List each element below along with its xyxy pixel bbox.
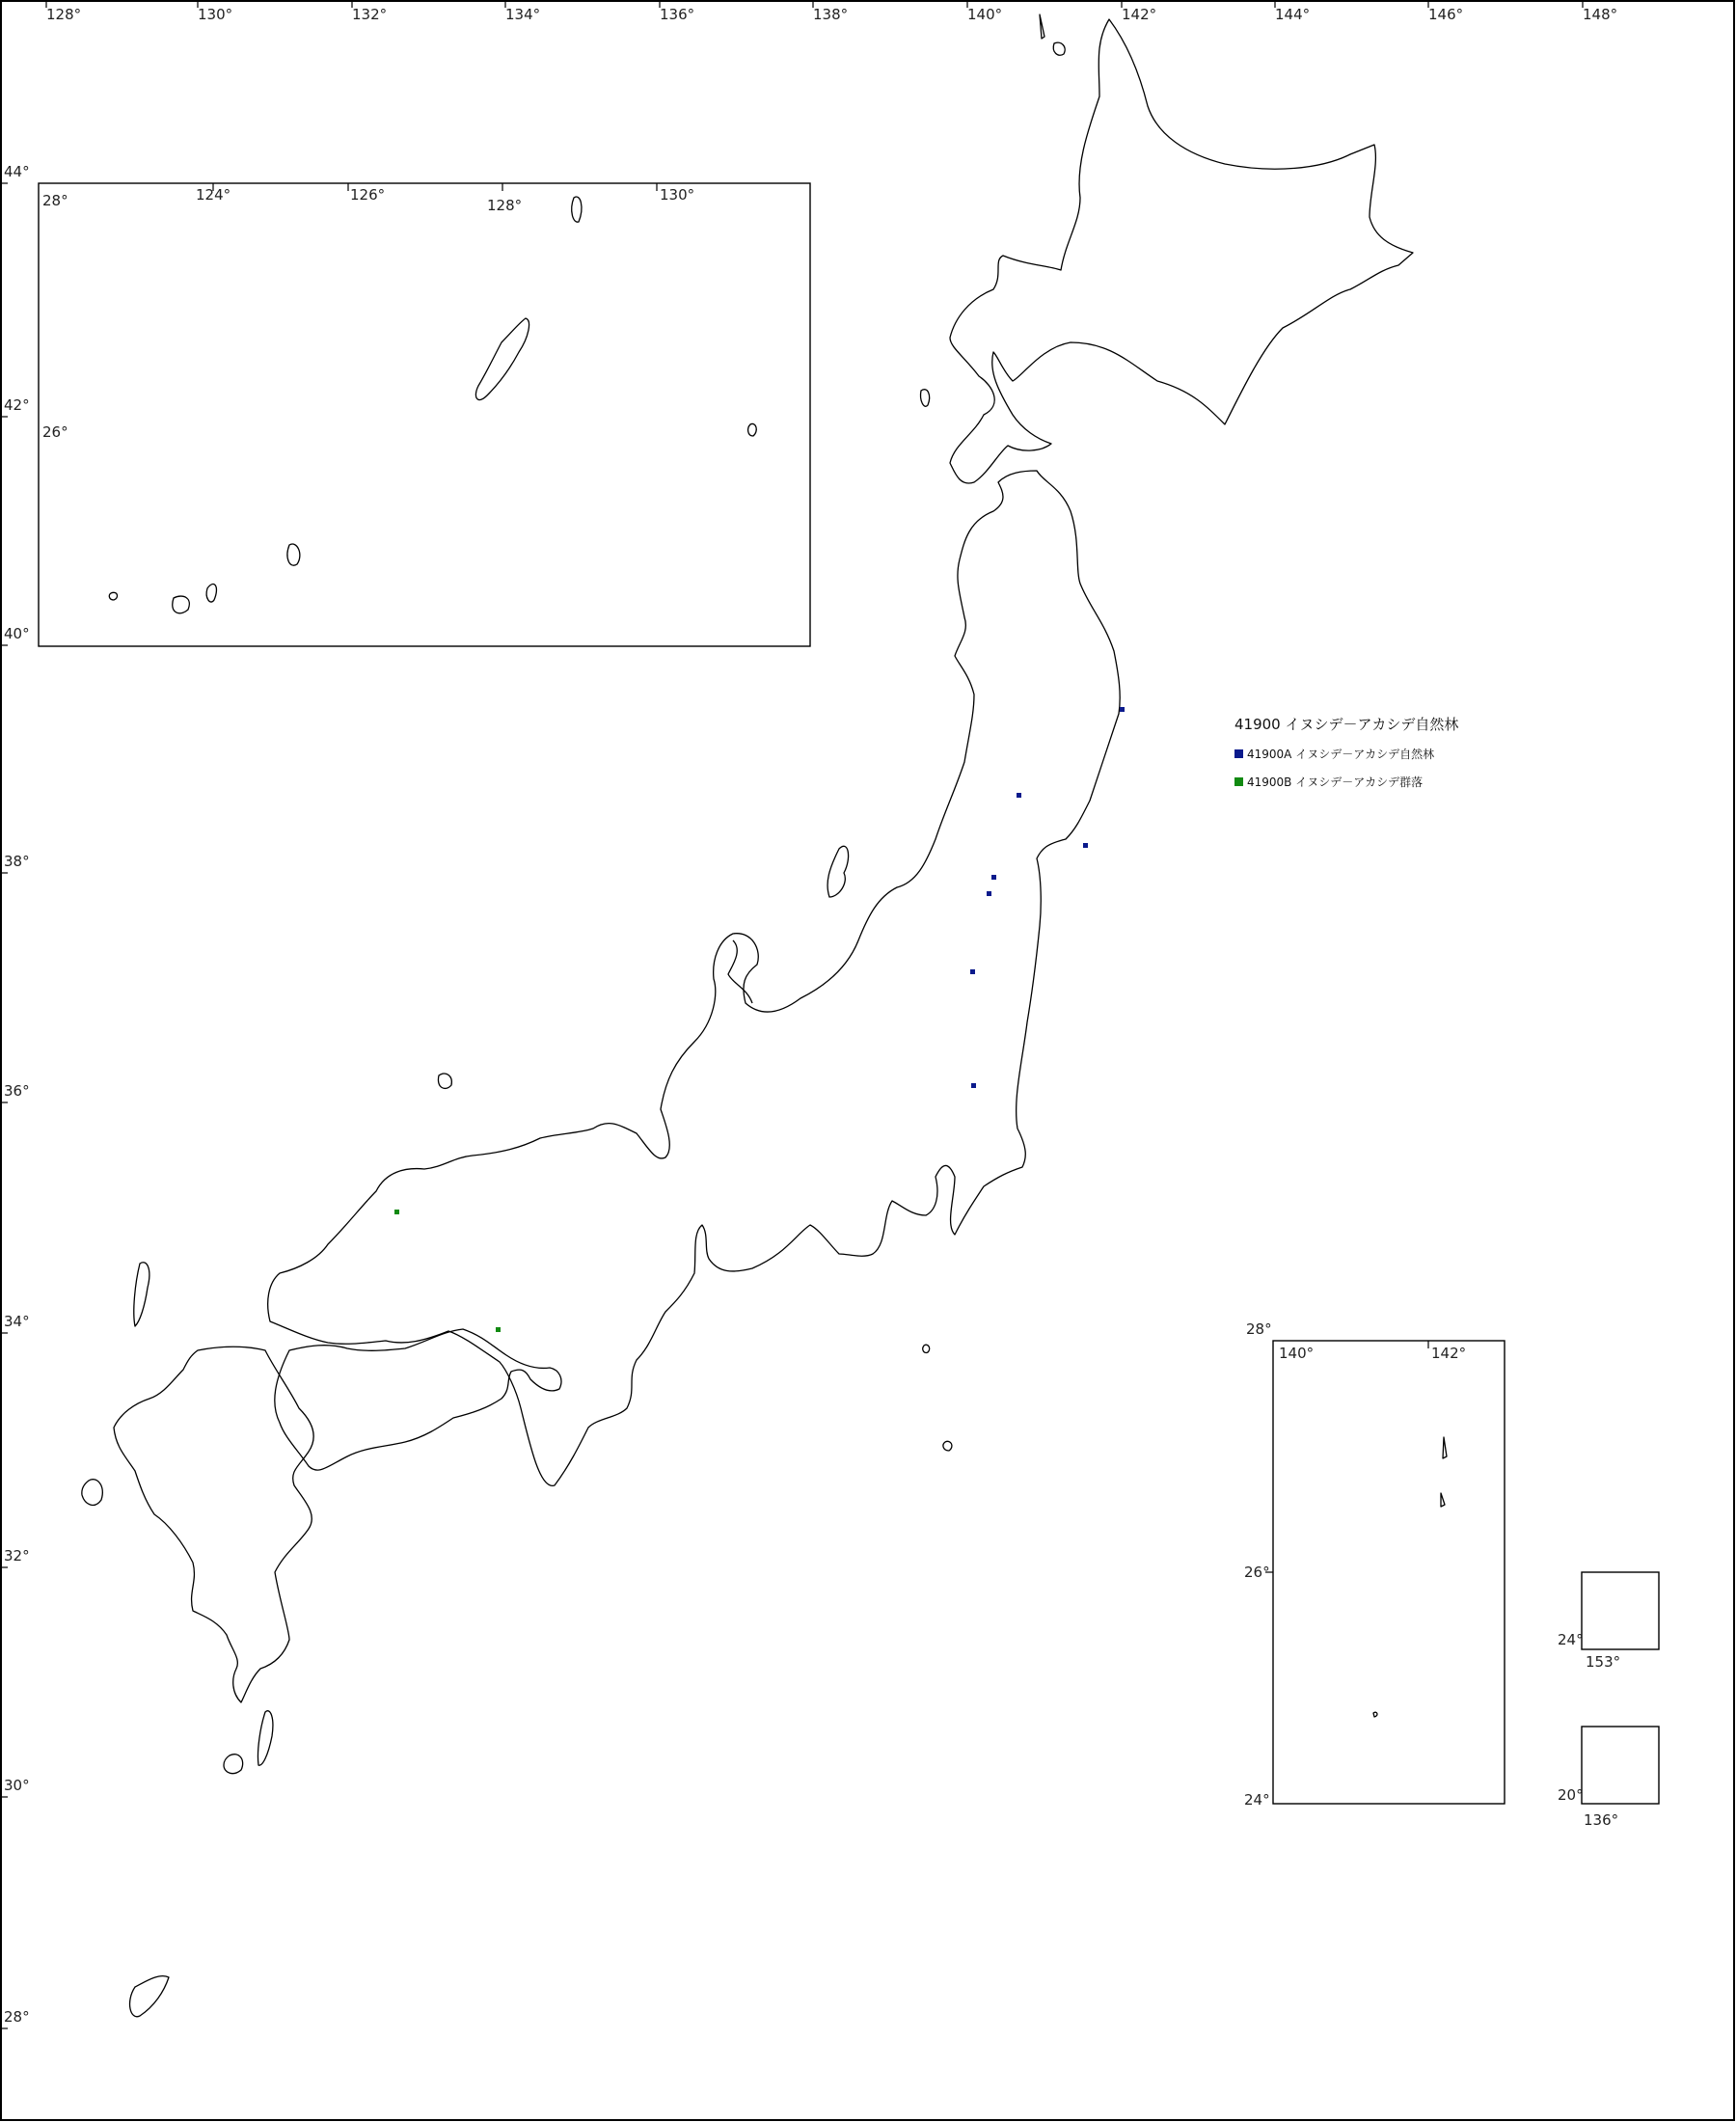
tsushima-island bbox=[134, 1263, 149, 1326]
lon-label: 132° bbox=[352, 6, 388, 23]
hokkaido-coastline bbox=[950, 19, 1413, 483]
lat-label: 40° bbox=[4, 625, 30, 642]
inset-okinawa bbox=[39, 183, 810, 646]
yakushima-island bbox=[224, 1755, 243, 1774]
rishiri-island bbox=[1053, 42, 1065, 55]
occurrence-41900a bbox=[1017, 793, 1021, 798]
ogasawara-lat-label: 24° bbox=[1244, 1791, 1270, 1809]
sado-island bbox=[827, 846, 849, 897]
okinawa-island bbox=[475, 318, 529, 400]
inset-lon-label: 126° bbox=[350, 186, 386, 204]
legend-label: 41900A イヌシデ－アカシデ自然林 bbox=[1247, 748, 1435, 761]
daito-island bbox=[748, 423, 757, 436]
occurrence-41900a bbox=[970, 969, 975, 974]
lat-label: 42° bbox=[4, 396, 30, 414]
inset-lon-label: 128° bbox=[487, 197, 523, 214]
ogasawara-lat-label: 26° bbox=[1244, 1564, 1270, 1581]
inset-ogasawara bbox=[1244, 1320, 1505, 1809]
occurrence-41900a bbox=[987, 891, 991, 896]
inset-lon-label: 130° bbox=[660, 186, 695, 204]
main-lat-ticks bbox=[0, 163, 30, 2028]
map-legend bbox=[1234, 714, 1458, 802]
lat-label: 36° bbox=[4, 1082, 30, 1100]
noto-peninsula bbox=[728, 940, 752, 1003]
miyako-island bbox=[287, 544, 300, 565]
occurrence-41900a bbox=[1083, 843, 1088, 848]
occurrence-41900b bbox=[496, 1327, 501, 1332]
lon-label: 136° bbox=[660, 6, 695, 23]
ishigaki-island bbox=[173, 596, 190, 613]
okushiri-island bbox=[921, 390, 930, 407]
lon-label: 134° bbox=[505, 6, 541, 23]
inset-okinotorishima bbox=[1558, 1727, 1659, 1829]
honshu-coastline bbox=[268, 471, 1121, 1485]
lon-label: 146° bbox=[1428, 6, 1464, 23]
occurrence-points bbox=[394, 707, 1125, 1332]
minamitorishima-lat-label: 24° bbox=[1558, 1631, 1584, 1648]
lon-label: 130° bbox=[198, 6, 233, 23]
lon-label: 140° bbox=[967, 6, 1003, 23]
lat-label: 38° bbox=[4, 853, 30, 870]
hachijojima bbox=[943, 1441, 952, 1451]
legend-swatch-blue bbox=[1234, 749, 1243, 758]
yonaguni-island bbox=[109, 592, 117, 600]
goto-islands bbox=[82, 1480, 102, 1506]
occurrence-41900a bbox=[991, 875, 996, 880]
occurrence-41900a bbox=[1120, 707, 1125, 712]
legend-item-41900a bbox=[1234, 746, 1458, 762]
amami-inset bbox=[572, 197, 582, 222]
lon-label: 144° bbox=[1275, 6, 1311, 23]
ogasawara-lat-label: 28° bbox=[1246, 1320, 1272, 1338]
lon-label: 138° bbox=[813, 6, 849, 23]
inset-lon-label: 28° bbox=[42, 192, 68, 209]
legend-title: 41900 イヌシデ－アカシデ自然林 bbox=[1234, 716, 1459, 733]
okinotorishima-lat-label: 20° bbox=[1558, 1786, 1584, 1804]
legend-swatch-green bbox=[1234, 777, 1243, 786]
lat-label: 28° bbox=[4, 2008, 30, 2026]
chichijima-island bbox=[1443, 1437, 1447, 1458]
kyushu-coastline bbox=[114, 1347, 313, 1702]
minamitorishima-lon-label: 153° bbox=[1586, 1653, 1621, 1671]
iriomote-island bbox=[206, 585, 216, 603]
legend-item-41900b bbox=[1234, 774, 1458, 790]
map-border bbox=[1, 1, 1734, 2120]
lat-label: 32° bbox=[4, 1547, 30, 1564]
lat-label: 30° bbox=[4, 1777, 30, 1794]
rebun-island bbox=[1040, 14, 1044, 39]
lon-label: 128° bbox=[46, 6, 82, 23]
lat-label: 44° bbox=[4, 163, 30, 180]
tanegashima-island bbox=[258, 1711, 272, 1765]
lon-label: 148° bbox=[1583, 6, 1618, 23]
oki-islands bbox=[438, 1074, 451, 1088]
izu-oshima bbox=[923, 1345, 930, 1352]
hahajima-island bbox=[1441, 1493, 1445, 1507]
lon-label: 142° bbox=[1122, 6, 1157, 23]
occurrence-41900b bbox=[394, 1210, 399, 1214]
amami-island bbox=[130, 1976, 169, 2017]
inset-lon-label: 124° bbox=[196, 186, 231, 204]
ogasawara-lon-label: 140° bbox=[1279, 1345, 1315, 1362]
okinotorishima-lon-label: 136° bbox=[1584, 1811, 1619, 1829]
iwo-island bbox=[1373, 1712, 1377, 1717]
ogasawara-lon-label: 142° bbox=[1431, 1345, 1467, 1362]
inset-lat-label: 26° bbox=[42, 423, 68, 441]
lat-label: 34° bbox=[4, 1313, 30, 1330]
legend-label: 41900B イヌシデ－アカシデ群落 bbox=[1247, 775, 1424, 789]
occurrence-41900a bbox=[971, 1083, 976, 1088]
inset-minamitorishima bbox=[1558, 1572, 1659, 1671]
main-lon-ticks bbox=[46, 0, 1617, 23]
